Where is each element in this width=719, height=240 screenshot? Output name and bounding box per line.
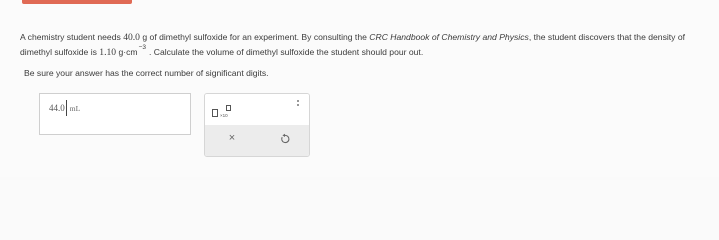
answer-input[interactable] [39, 93, 191, 135]
undo-icon [279, 133, 291, 145]
scientific-notation-button[interactable] [212, 104, 238, 120]
tools-bottom-row [205, 125, 309, 156]
question-book-title: CRC Handbook of Chemistry and Physics [369, 32, 529, 42]
question-text [20, 30, 715, 61]
question-mass: 40.0 [123, 32, 140, 43]
answer-unit: mL [69, 104, 81, 113]
answer-value [49, 100, 80, 116]
exponent-box-icon [226, 105, 231, 111]
sig-fig-note: Be sure your answer has the correct number of significant digits. [24, 68, 269, 78]
drag-handle-icon[interactable] [296, 100, 300, 110]
question-part4: . Calculate the volume of dimethyl sulfoxide the student should pour out. [149, 47, 424, 57]
question-density-unit: g·cm [116, 47, 138, 57]
top-accent-bar [22, 0, 132, 4]
question-density: 1.10 [99, 47, 117, 58]
question-part1: A chemistry student needs [20, 32, 124, 42]
close-icon: × [228, 132, 236, 144]
mantissa-box-icon [212, 109, 218, 117]
question-density-exponent: −3 [138, 44, 146, 51]
answer-tools-panel [204, 93, 310, 157]
undo-button[interactable] [279, 132, 291, 144]
question-part3: , the student discovers that the density of dimethyl sulfoxide is [20, 32, 686, 57]
answer-number: 44.0 [49, 103, 65, 113]
question-part2: g of dimethyl sulfoxide for an experiment. By consulting the [139, 32, 370, 42]
times-ten-label: ×10 [220, 113, 228, 118]
text-caret [66, 100, 67, 116]
tools-top-row [205, 94, 309, 126]
clear-button[interactable] [226, 132, 238, 144]
